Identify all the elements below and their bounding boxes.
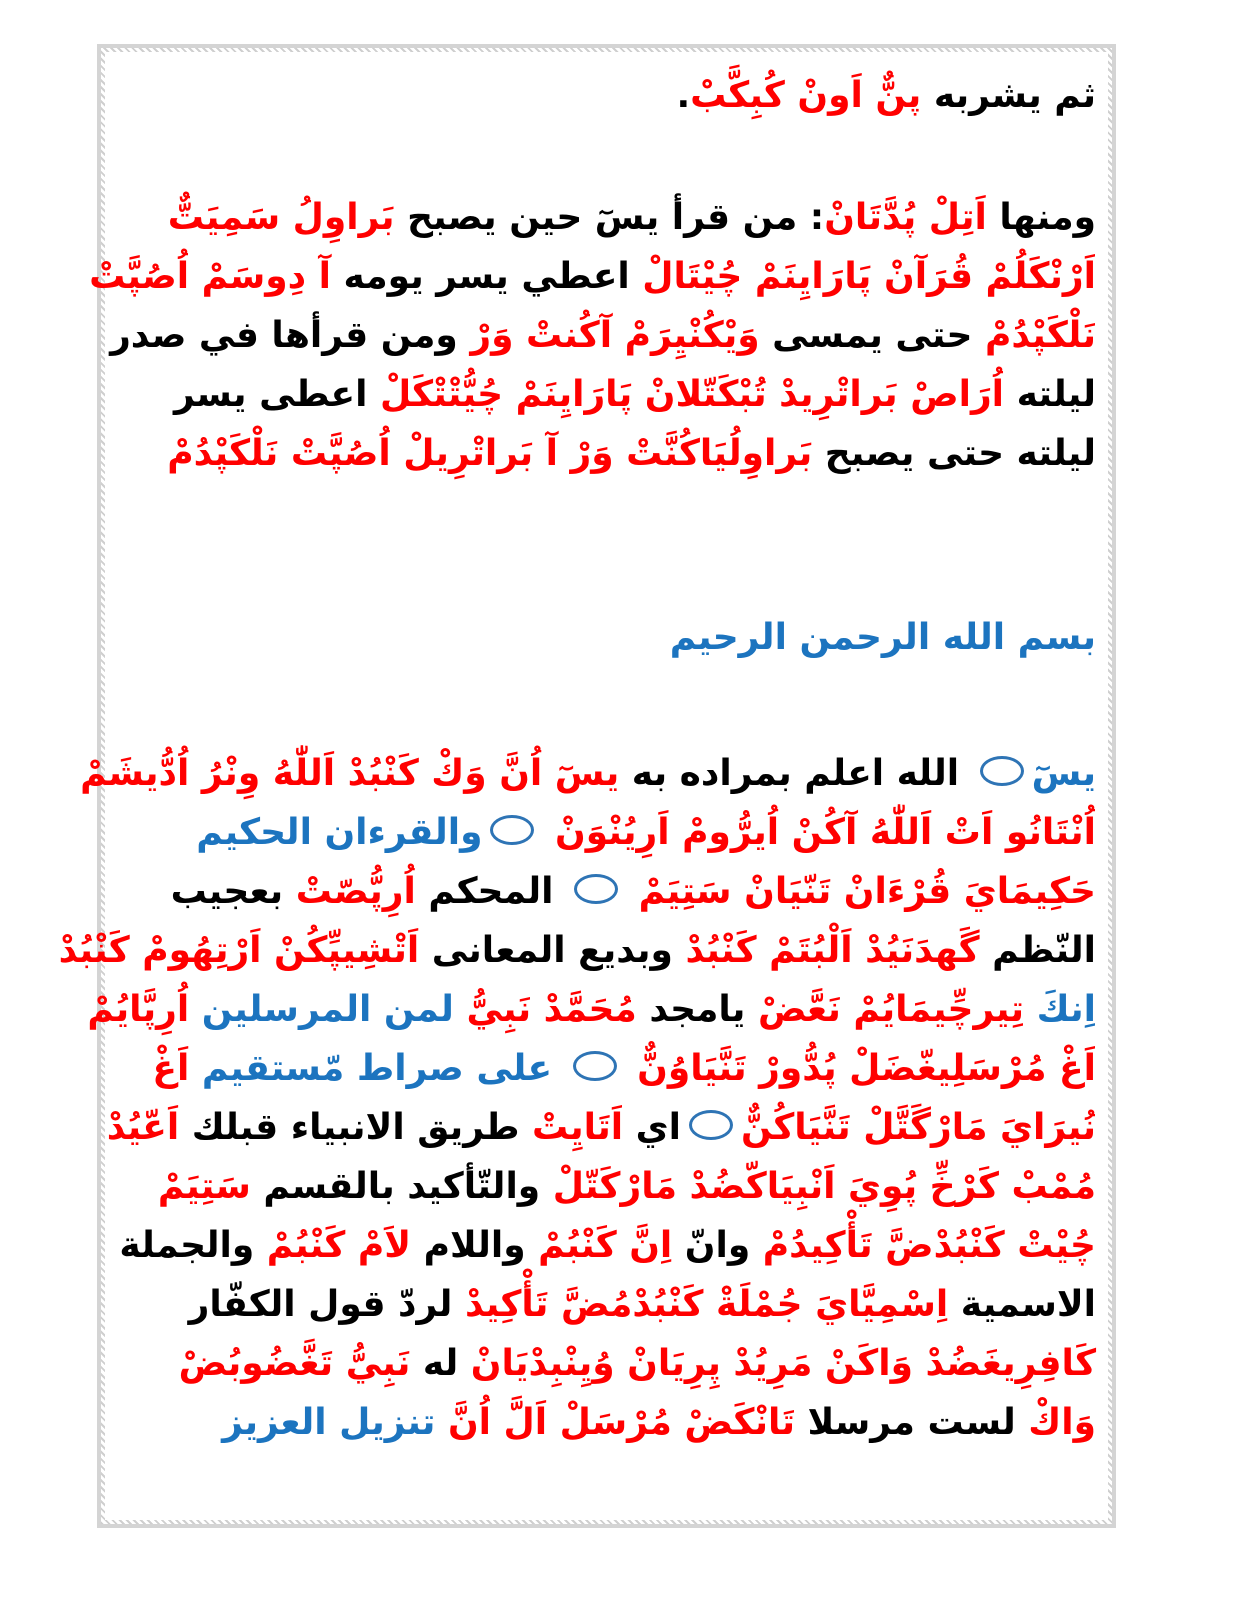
commentary-segment: النّظم: [979, 930, 1096, 971]
commentary-segment: الاسمية: [948, 1284, 1096, 1325]
text-line: [118, 1157, 1096, 1216]
commentary-segment: اعطى يسر: [173, 374, 381, 415]
translation-segment: اُرِپَّايُمْ: [87, 989, 190, 1030]
commentary-segment: ومن قرأها في صدر: [110, 315, 471, 356]
text-line: [118, 365, 1096, 424]
commentary-segment: ليلته: [1004, 374, 1096, 415]
commentary-segment: واللام: [411, 1225, 539, 1266]
translation-segment: تِيرچِّيمَايُمْ نَعَّضْ: [757, 989, 1037, 1030]
translation-segment: پنٌّ اَونْ كُبِكَّبْ: [690, 75, 922, 116]
commentary-segment: له: [410, 1343, 471, 1384]
translation-segment: اَغْ مُرْسَلِيغّضَلْ پُدُّورْ تَنَّيَاوُنٌّ: [624, 1048, 1096, 1089]
translation-segment: اُرَاصْ بَراتْرِيدْ تُبْكَتّلانْ پَارَايِنَمْ چُيُّتْتْكَلْ: [380, 374, 1005, 415]
translation-segment: مُحَمَّدْ نَبِيُّ: [466, 989, 637, 1030]
text-line: [118, 424, 1096, 483]
verse-segment: يسٓ: [1031, 753, 1096, 794]
translation-segment: نُيرَايَ مَارْگَتَّلْ تَنَّيَاكُنٌّ: [740, 1107, 1096, 1148]
commentary-segment: لردّ قول الكفّار: [188, 1284, 465, 1325]
translation-segment: يسٓ اُنَّ وَكْ كَنْبُدْ اَللّٰهُ وِنْرُ اُدُّيشَمْ: [80, 753, 620, 794]
commentary-segment: بعجيب: [170, 871, 296, 912]
text-line: [110, 306, 1096, 365]
verse-segment: والقرءان الحكيم: [196, 812, 483, 853]
ayah-end-marker-icon: [490, 815, 534, 845]
translation-segment: وَاكْ: [1028, 1402, 1096, 1443]
document-text: [58, 66, 1096, 1452]
commentary-segment: طريق الانبياء قبلك: [179, 1107, 533, 1148]
commentary-segment: والتّأكيد بالقسم: [250, 1166, 553, 1207]
commentary-segment: : من قرأ يسٓ حين يصبح: [394, 197, 825, 238]
translation-segment: بَراوِلُيَاكُنَّتْ وَرْ آ بَراتْرِيلْ اُصُپَّتْ نَلْكَپْدُمْ: [167, 433, 813, 474]
commentary-segment: اعطي يسر يومه: [330, 256, 643, 297]
translation-segment: تَانْكَضْ مُرْسَلْ اَلَّ اُنَّ: [447, 1402, 795, 1443]
commentary-segment: لست مرسلا: [795, 1402, 1029, 1443]
translation-segment: اِسْمِيَّايَ جُمْلَةْ كَنْبُدْمُضَّ تَأْكِيدْ: [464, 1284, 949, 1325]
commentary-segment: ثم يشربه: [921, 75, 1096, 116]
text-line: [118, 1216, 1096, 1275]
commentary-segment: وبديع المعانى: [419, 930, 686, 971]
verse-segment: بسم الله الرحمن الرحيم: [669, 617, 1096, 658]
verse-segment: لمن المرسلين: [189, 989, 467, 1030]
text-line: [89, 247, 1096, 306]
commentary-segment: .: [676, 75, 691, 116]
text-line: [118, 188, 1096, 247]
translation-segment: سَتِيَمْ: [157, 1166, 251, 1207]
translation-segment: اَتِلْ پُدَّتَانْ: [824, 197, 987, 238]
commentary-segment: الله اعلم بمراده به: [619, 753, 972, 794]
commentary-segment: وانّ: [672, 1225, 763, 1266]
commentary-segment: والجملة: [119, 1225, 267, 1266]
verse-segment: تنزيل العزيز: [222, 1402, 448, 1443]
translation-segment: اِنَّ كَنْبُمْ: [538, 1225, 673, 1266]
translation-segment: اَغْ: [152, 1048, 190, 1089]
translation-segment: آ دِوسَمْ اُصُپَّتْ: [89, 256, 331, 297]
translation-segment: نَلْكَپْدُمْ: [984, 315, 1096, 356]
translation-segment: لاَمْ كَنْبُمْ: [266, 1225, 412, 1266]
text-line: [118, 1393, 1096, 1452]
translation-segment: چُيْتْ كَنْبُدْضَّ تَأْكِيدُمْ: [762, 1225, 1096, 1266]
translation-segment: وَيْكُنْيِرَمْ آكُنتْ وَرْ: [470, 315, 760, 356]
translation-segment: بَراوِلُ سَمِيَتٌّ: [167, 197, 395, 238]
translation-segment: اُرِپُّصّتْ: [295, 871, 416, 912]
commentary-segment: يامجد: [636, 989, 758, 1030]
commentary-segment: المحكم: [415, 871, 567, 912]
translation-segment: اُنْتَانُو اَتْ اَللّٰهُ آكُنْ اُيرُّومْ اَرِيُنْوَنْ: [542, 812, 1096, 853]
translation-segment: حَكِيمَايَ قُرْءَانْ تَنّيَانْ سَتِيَمْ: [626, 871, 1096, 912]
heading-basmala: [118, 608, 1096, 667]
text-line: [80, 744, 1096, 803]
text-line: [118, 803, 1096, 862]
translation-segment: كَافِرِيغَضُدْ وَاكَنْ مَرِيُدْ پِرِيَانْ وُيِنْبِدْيَانْ: [470, 1343, 1096, 1384]
translation-segment: نَبِيُّ تَغَّضُوبُضْ: [178, 1343, 411, 1384]
text-line: [58, 921, 1096, 980]
translation-segment: اَرْنْكَلُمْ قُرَآنْ پَارَايِنَمْ چُيْتَالْ: [642, 256, 1096, 297]
text-line: [106, 1098, 1096, 1157]
ayah-end-marker-icon: [574, 874, 618, 904]
text-line: [118, 66, 1096, 125]
commentary-segment: اي: [623, 1107, 681, 1148]
text-line: [118, 1275, 1096, 1334]
ayah-end-marker-icon: [980, 756, 1024, 786]
ayah-end-marker-icon: [689, 1110, 733, 1140]
translation-segment: اَتَايِتْ: [532, 1107, 624, 1148]
translation-segment: اَتْشِيپِّكُنْ اَرْتِهُومْ كَنْبُدْ: [58, 930, 420, 971]
commentary-segment: ليلته حتى يصبح: [812, 433, 1096, 474]
translation-segment: مُمْبْ كَرْخِّ پُوِيَ اَنْبِيَاكّضُدْ مَارْكَتّلْ: [552, 1166, 1096, 1207]
commentary-segment: حتى يمسى: [759, 315, 985, 356]
translation-segment: گَهدَنَيُدْ اَلْبُتَمْ كَنْبُدْ: [685, 930, 980, 971]
verse-segment: على صراط مّستقيم: [189, 1048, 565, 1089]
text-line: [118, 1039, 1096, 1098]
verse-segment: اِنكَ: [1036, 989, 1096, 1030]
text-line: [118, 862, 1096, 921]
translation-segment: اَعّيُدْ: [106, 1107, 180, 1148]
text-line: [87, 980, 1096, 1039]
commentary-segment: ومنها: [986, 197, 1096, 238]
text-line: [118, 1334, 1096, 1393]
ayah-end-marker-icon: [573, 1051, 617, 1081]
